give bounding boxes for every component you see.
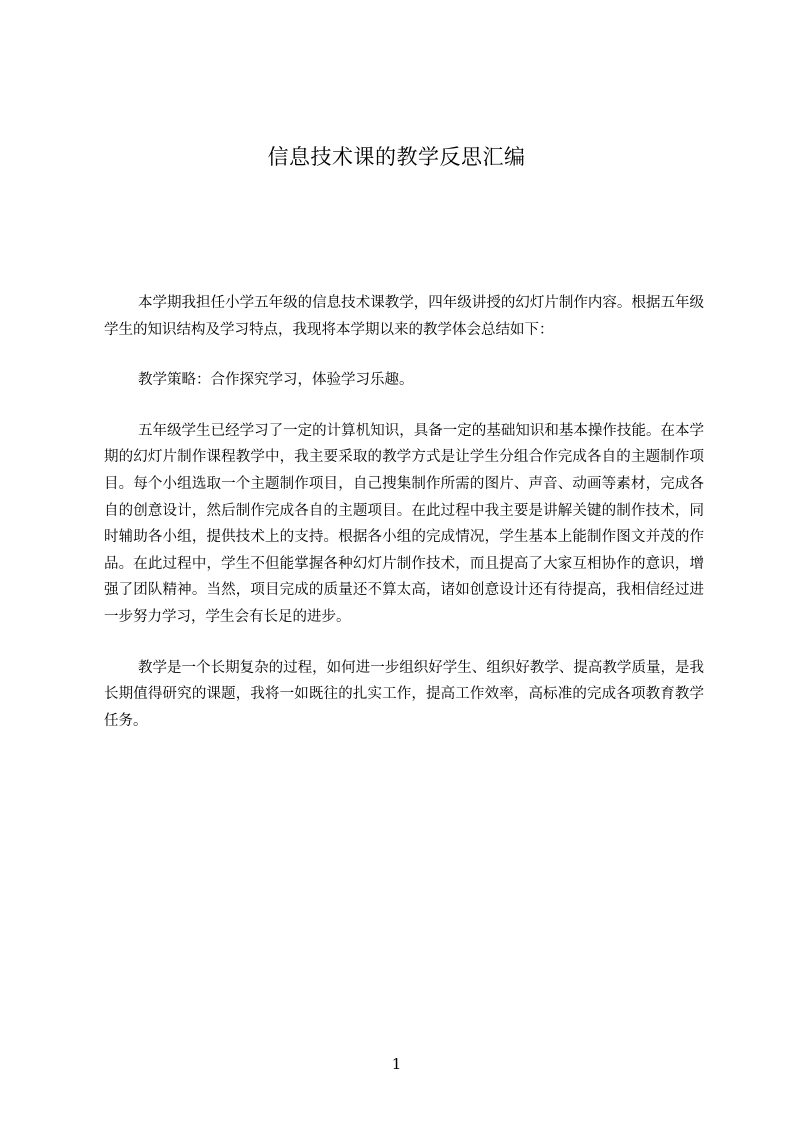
conclusion-paragraph: 教学是一个长期复杂的过程，如何进一步组织好学生、组织好教学、提高教学质量，是我长期值得研究的课题，我将一如既往的扎实工作，提高工作效率，高标准的完成各项教育教学任务。: [104, 659, 704, 729]
intro-paragraph: 本学期我担任小学五年级的信息技术课教学，四年级讲授的幻灯片制作内容。根据五年级学生的知识结构及学习特点，我现将本学期以来的教学体会总结如下：: [104, 295, 704, 338]
strategy-paragraph: 教学策略：合作探究学习，体验学习乐趣。: [138, 372, 414, 389]
page-number: 1: [391, 1055, 402, 1073]
document-body: [104, 290, 704, 758]
main-paragraph: 五年级学生已经学习了一定的计算机知识，具备一定的基础知识和基本操作技能。在本学期的幻灯片制作课程教学中，我主要采取的教学方式是让学生分组合作完成各自的主题制作项目。每个小组选取一个主题制作项目，自己搜集制作所需的图片、声音、动画等素材，完成各自的创意设计，然后制作完成各自的主题项目。在此过程中我主要是讲解关键的制作技术，同时辅助各小组，提供技术上的支持。根据各小组的完成情况，学生基本上能制作图文并茂的作品。在此过程中，学生不但能掌握各种幻灯片制作技术，而且提高了大家互相协作的意识，增强了团队精神。当然，项目完成的质量还不算太高，诸如创意设计还有待提高，我相信经过进一步努力学习，学生会有长足的进步。: [104, 422, 704, 625]
document-title: 信息技术课的教学反思汇编: [267, 145, 526, 169]
